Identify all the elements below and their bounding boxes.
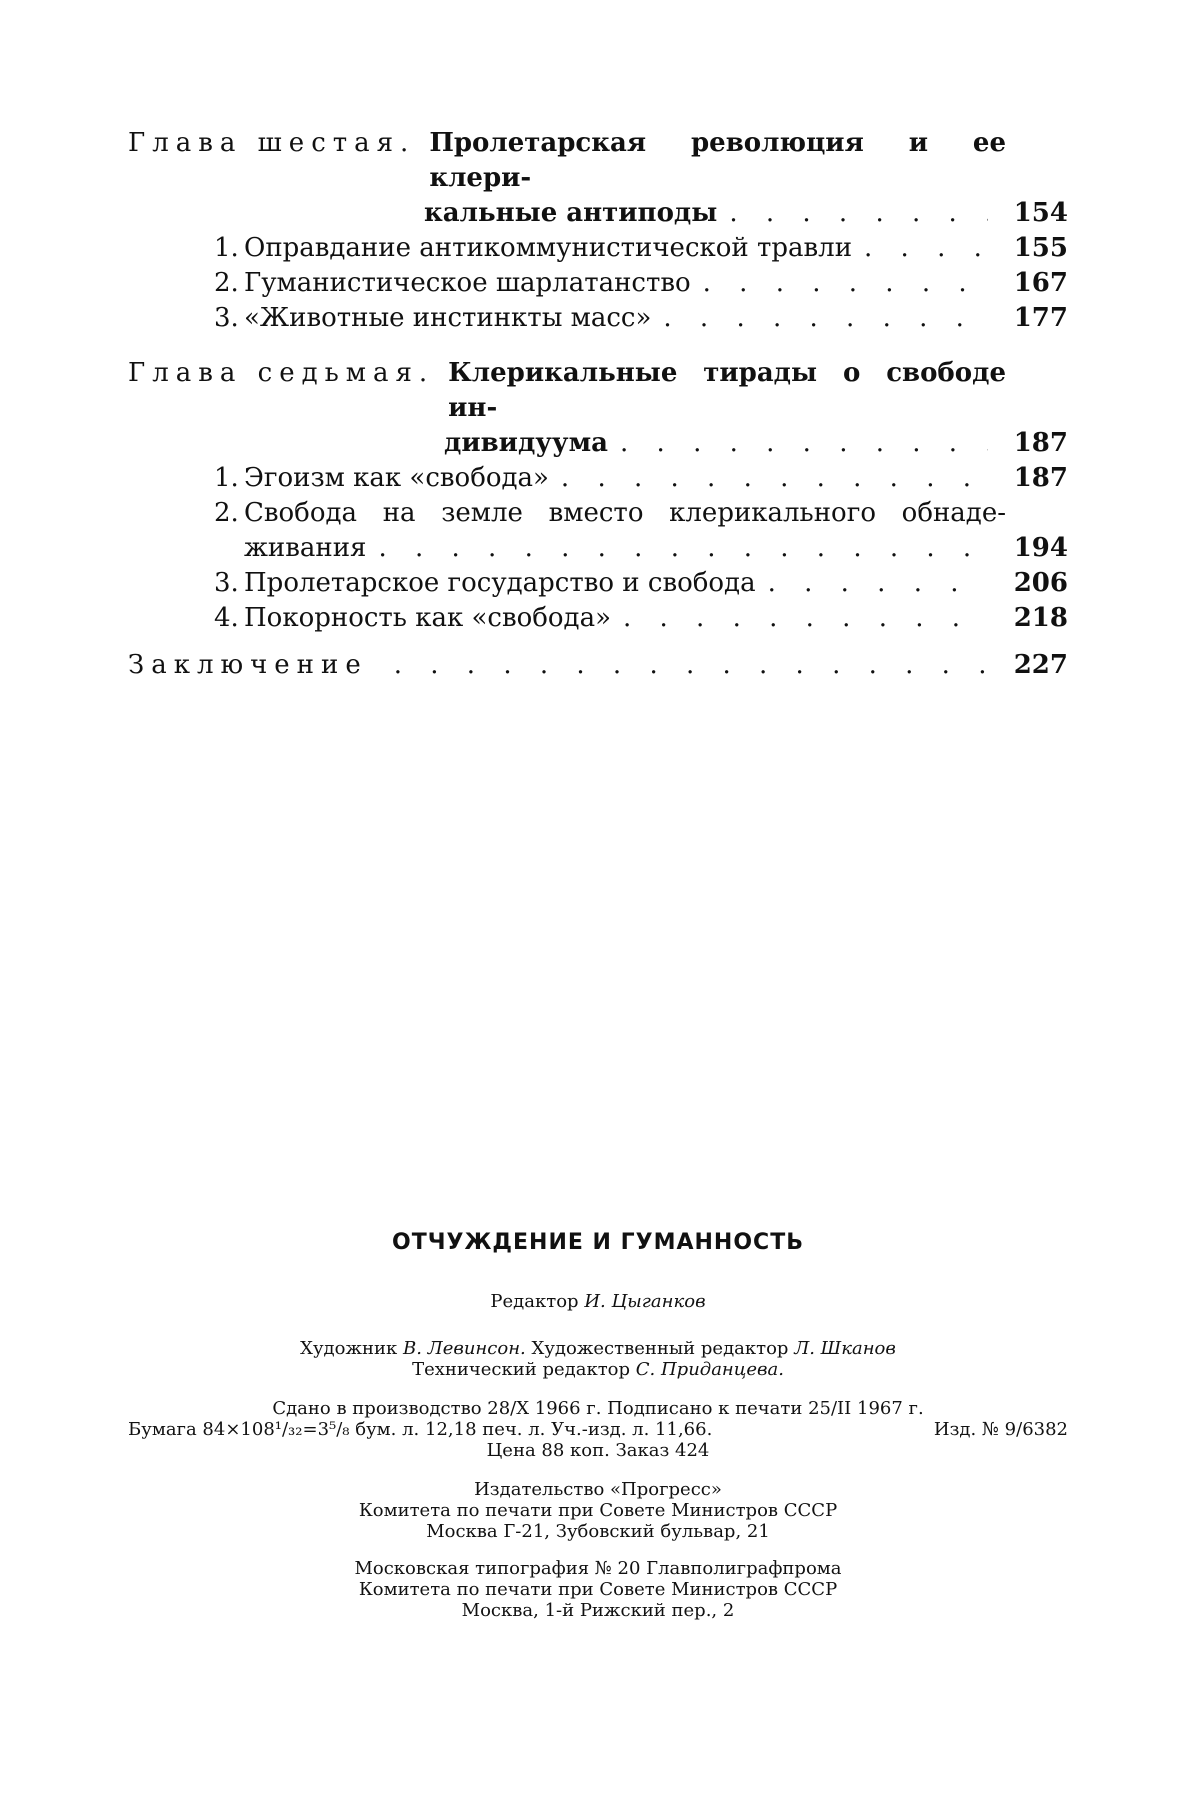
toc-section-entry-wrapped	[128, 496, 1068, 531]
publisher-line: Москва Г-21, Зубовский бульвар, 21	[426, 1521, 770, 1542]
production-details	[128, 1398, 1068, 1461]
dot-leader	[864, 231, 988, 266]
chapter-label: Глава седьмая.	[128, 358, 435, 388]
dot-leader	[394, 648, 988, 683]
section-number: 1.	[214, 463, 239, 493]
section-number: 4.	[214, 603, 239, 633]
tech-editor-name: С. Приданцева.	[635, 1359, 784, 1380]
artist-name: В. Левинсон.	[403, 1338, 526, 1359]
section-number: 2.	[214, 498, 239, 528]
page-number: 154	[1013, 198, 1068, 228]
section-number: 1.	[214, 233, 239, 263]
page-number: 155	[1013, 233, 1068, 263]
page-number: 218	[1013, 603, 1068, 633]
toc-section-entry	[128, 231, 1068, 266]
production-line	[128, 1419, 1068, 1440]
chapter-label: Глава шестая.	[128, 128, 416, 158]
production-line: Цена 88 коп. Заказ 424	[486, 1440, 710, 1461]
section-number: 2.	[214, 268, 239, 298]
imprint	[128, 1230, 1068, 1621]
section-title: Свобода на земле вместо клерикального обнаде-	[244, 498, 1006, 528]
artist-line	[128, 1338, 1068, 1359]
toc-chapter-7-entry	[128, 426, 1068, 461]
section-number: 3.	[214, 303, 239, 333]
dot-leader	[561, 461, 988, 496]
section-title: Покорность как «свобода»	[244, 603, 611, 633]
page-number: 227	[1013, 650, 1068, 680]
section-title: «Животные инстинкты масс»	[244, 303, 652, 333]
editor-name: И. Цыганков	[584, 1291, 706, 1312]
section-title: Пролетарское государство и свобода	[244, 568, 756, 598]
toc-chapter-6-heading	[128, 126, 1006, 196]
section-title: Эгоизм как «свобода»	[244, 463, 549, 493]
paper-details: Бумага 84×108¹/₃₂=3⁵/₈ бум. л. 12,18 печ. л. Уч.-изд. л. 11,66.	[128, 1419, 713, 1440]
printer-line: Московская типография № 20 Главполиграфпрома	[354, 1558, 842, 1579]
section-number: 3.	[214, 568, 239, 598]
conclusion-label: Заключение	[128, 650, 368, 680]
printer-block	[128, 1558, 1068, 1621]
publisher-line: Комитета по печати при Совете Министров СССР	[358, 1500, 838, 1521]
toc-chapter-7-heading	[128, 356, 1006, 426]
page-number: 187	[1013, 428, 1068, 458]
chapter-title-line: дивидуума	[444, 428, 609, 458]
toc-section-entry	[128, 601, 1068, 636]
toc-chapter-6-entry	[128, 196, 1068, 231]
toc-conclusion-entry	[128, 648, 1068, 683]
dot-leader	[623, 601, 988, 636]
toc-section-entry	[128, 566, 1068, 601]
chapter-title-line: Пролетарская революция и ее клери-	[429, 128, 1006, 193]
printer-line: Москва, 1-й Рижский пер., 2	[461, 1600, 735, 1621]
book-title: ОТЧУЖДЕНИЕ И ГУМАННОСТЬ	[392, 1230, 804, 1255]
publisher-line: Издательство «Прогресс»	[474, 1479, 722, 1500]
dot-leader	[378, 531, 988, 566]
page-number: 177	[1013, 303, 1068, 333]
production-line: Сдано в производство 28/X 1966 г. Подписано к печати 25/II 1967 г.	[272, 1398, 924, 1419]
toc-section-entry	[128, 266, 1068, 301]
artist-label: Художник	[300, 1338, 398, 1359]
tech-editor-line	[128, 1359, 1068, 1380]
publisher-block	[128, 1479, 1068, 1542]
section-title: живания	[244, 533, 367, 563]
section-title: Гуманистическое шарлатанство	[244, 268, 691, 298]
chapter-title-line: кальные антиподы	[424, 198, 718, 228]
printer-line: Комитета по печати при Совете Министров СССР	[358, 1579, 838, 1600]
art-editor-label: Художественный редактор	[531, 1338, 789, 1359]
editor-line	[128, 1291, 1068, 1312]
artists-block	[128, 1338, 1068, 1380]
toc-section-entry-continuation	[128, 531, 1068, 566]
tech-editor-label: Технический редактор	[412, 1359, 631, 1380]
dot-leader	[729, 196, 988, 231]
art-editor-name: Л. Шканов	[794, 1338, 896, 1359]
dot-leader	[768, 566, 988, 601]
page-number: 206	[1013, 568, 1068, 598]
page-number: 194	[1013, 533, 1068, 563]
dot-leader	[663, 301, 988, 336]
page-number: 187	[1013, 463, 1068, 493]
editor-label: Редактор	[490, 1291, 579, 1312]
section-title: Оправдание антикоммунистической травли	[244, 233, 853, 263]
dot-leader	[703, 266, 988, 301]
page-number: 167	[1013, 268, 1068, 298]
edition-number: Изд. № 9/6382	[933, 1419, 1068, 1440]
table-of-contents	[128, 126, 1068, 683]
dot-leader	[620, 426, 988, 461]
chapter-title-line: Клерикальные тирады о свободе ин-	[448, 358, 1006, 423]
toc-section-entry	[128, 301, 1068, 336]
toc-section-entry	[128, 461, 1068, 496]
